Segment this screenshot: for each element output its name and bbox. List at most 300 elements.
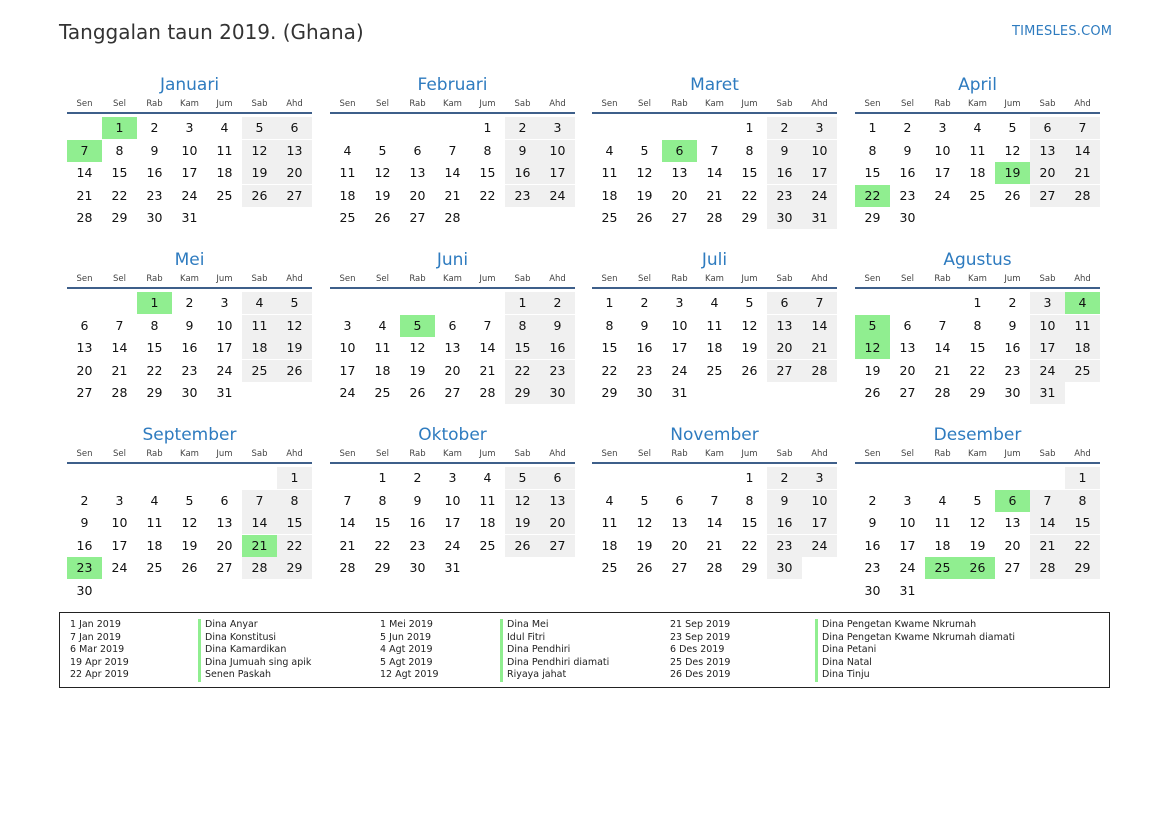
day-cell: 9 bbox=[1008, 317, 1017, 333]
day-cell: 26 bbox=[1004, 187, 1021, 203]
day-cell: 6 bbox=[662, 140, 697, 162]
day-cell: 17 bbox=[444, 515, 461, 530]
week-row bbox=[855, 382, 1100, 404]
day-cell: 4 bbox=[483, 470, 492, 485]
weekday-label: Sen bbox=[864, 274, 881, 284]
day-cell bbox=[102, 292, 137, 314]
page-title: Tanggalan taun 2019. (Ghana) bbox=[59, 20, 364, 44]
day-cell: 28 bbox=[1065, 185, 1100, 207]
weekday-label: Rab bbox=[671, 449, 688, 459]
day-cell: 21 bbox=[706, 187, 723, 203]
day-cell: 11 bbox=[706, 317, 723, 333]
day-cell: 5 bbox=[505, 467, 540, 489]
day-cell: 5 bbox=[185, 492, 194, 508]
day-cell: 4 bbox=[710, 295, 719, 310]
day-cell: 28 bbox=[76, 210, 93, 225]
legend-holiday-name: Dina Jumuah sing apik bbox=[198, 657, 311, 670]
week-row bbox=[592, 557, 837, 579]
day-cell: 25 bbox=[146, 560, 163, 575]
day-cell: 22 bbox=[601, 362, 618, 378]
weekday-label: Kam bbox=[705, 449, 724, 459]
month-oktober bbox=[330, 424, 575, 580]
weekday-label: Jum bbox=[741, 449, 758, 459]
day-cell: 17 bbox=[216, 340, 233, 355]
day-cell: 28 bbox=[111, 385, 128, 400]
day-cell: 8 bbox=[505, 315, 540, 337]
day-cell bbox=[365, 117, 400, 139]
day-cell: 26 bbox=[374, 210, 391, 225]
month-name: Oktober bbox=[418, 425, 487, 445]
day-cell: 13 bbox=[540, 490, 575, 512]
day-cell: 1 bbox=[505, 292, 540, 314]
day-cell: 27 bbox=[409, 210, 426, 225]
weekday-label: Rab bbox=[146, 449, 163, 459]
week-row bbox=[855, 162, 1100, 184]
weekday-label: Kam bbox=[705, 274, 724, 284]
day-cell: 17 bbox=[181, 165, 198, 180]
day-cell: 16 bbox=[409, 515, 426, 530]
day-cell: 27 bbox=[1030, 185, 1065, 207]
weekday-label: Sab bbox=[776, 99, 793, 109]
month-name: Maret bbox=[690, 75, 739, 95]
day-cell bbox=[277, 382, 312, 404]
day-cell: 3 bbox=[1030, 292, 1065, 314]
day-cell: 22 bbox=[741, 537, 758, 553]
day-cell bbox=[925, 467, 960, 489]
day-cell: 16 bbox=[181, 340, 198, 355]
day-cell: 29 bbox=[146, 385, 163, 400]
day-cell: 24 bbox=[181, 187, 198, 203]
weekday-label: Sen bbox=[864, 449, 881, 459]
day-cell bbox=[627, 117, 662, 139]
day-cell: 28 bbox=[339, 560, 356, 575]
day-cell: 28 bbox=[706, 210, 723, 225]
week-row bbox=[855, 512, 1100, 534]
day-cell bbox=[855, 467, 890, 489]
day-cell: 9 bbox=[868, 515, 877, 530]
day-cell: 21 bbox=[444, 187, 461, 203]
site-link[interactable]: TIMESLES.COM bbox=[1012, 24, 1113, 39]
month-mei bbox=[67, 249, 312, 405]
day-cell bbox=[697, 117, 732, 139]
day-cell: 14 bbox=[802, 315, 837, 337]
day-cell bbox=[400, 117, 435, 139]
day-cell: 20 bbox=[444, 362, 461, 378]
day-cell bbox=[1030, 467, 1065, 489]
day-cell: 11 bbox=[216, 142, 233, 158]
legend-date: 5 Jun 2019 bbox=[380, 631, 432, 643]
day-cell: 16 bbox=[1004, 340, 1021, 355]
weekday-label: Kam bbox=[968, 99, 987, 109]
day-cell: 4 bbox=[378, 317, 387, 333]
day-cell: 13 bbox=[76, 340, 93, 355]
day-cell: 13 bbox=[1004, 515, 1021, 530]
day-cell: 26 bbox=[636, 560, 653, 575]
week-row bbox=[855, 490, 1100, 512]
day-cell: 13 bbox=[216, 515, 233, 530]
day-cell: 12 bbox=[855, 337, 890, 359]
day-cell bbox=[662, 467, 697, 489]
day-cell: 5 bbox=[277, 292, 312, 314]
day-cell bbox=[995, 467, 1030, 489]
day-cell: 8 bbox=[605, 317, 614, 333]
day-cell: 25 bbox=[242, 360, 277, 382]
day-cell: 17 bbox=[934, 165, 951, 180]
day-cell: 31 bbox=[899, 582, 916, 598]
day-cell: 23 bbox=[1004, 362, 1021, 378]
weekday-label: Sen bbox=[76, 274, 93, 284]
weekday-header bbox=[855, 96, 1100, 114]
week-row bbox=[67, 535, 312, 557]
legend-holiday-name: Dina Pengetan Kwame Nkrumah diamati bbox=[815, 632, 1015, 645]
week-row bbox=[592, 292, 837, 314]
legend-holiday-name: Dina Pengetan Kwame Nkrumah bbox=[815, 619, 1015, 632]
day-cell: 23 bbox=[864, 560, 881, 575]
day-cell bbox=[1030, 580, 1065, 602]
day-cell: 2 bbox=[903, 120, 912, 135]
weekday-header bbox=[67, 446, 312, 464]
day-cell: 28 bbox=[706, 560, 723, 575]
legend-holiday-name: Idul Fitri bbox=[500, 632, 609, 645]
day-cell: 29 bbox=[374, 560, 391, 575]
day-cell: 23 bbox=[181, 362, 198, 378]
legend-date: 22 Apr 2019 bbox=[70, 669, 129, 680]
day-cell: 9 bbox=[413, 492, 422, 508]
day-cell: 27 bbox=[76, 385, 93, 400]
day-cell: 14 bbox=[706, 165, 723, 180]
day-cell: 22 bbox=[969, 362, 986, 378]
weekday-header bbox=[592, 446, 837, 464]
weekday-label: Ahd bbox=[1074, 274, 1091, 284]
day-cell: 19 bbox=[409, 362, 426, 378]
week-row bbox=[330, 512, 575, 534]
month-name: November bbox=[670, 425, 759, 445]
weekday-label: Sab bbox=[514, 449, 531, 459]
day-cell: 19 bbox=[374, 187, 391, 203]
weekday-label: Jum bbox=[479, 99, 496, 109]
day-cell: 11 bbox=[934, 515, 951, 530]
day-cell bbox=[435, 117, 470, 139]
day-cell: 13 bbox=[444, 340, 461, 355]
day-cell: 14 bbox=[934, 340, 951, 355]
day-cell: 27 bbox=[1004, 560, 1021, 575]
day-cell: 28 bbox=[242, 557, 277, 579]
weekday-label: Jum bbox=[741, 274, 758, 284]
day-cell: 7 bbox=[1065, 117, 1100, 139]
day-cell: 16 bbox=[76, 537, 93, 553]
weekday-label: Kam bbox=[968, 274, 987, 284]
month-april bbox=[855, 74, 1100, 230]
day-cell: 9 bbox=[640, 317, 649, 333]
day-cell bbox=[592, 467, 627, 489]
day-cell bbox=[365, 292, 400, 314]
weekday-label: Kam bbox=[443, 274, 462, 284]
day-cell: 1 bbox=[102, 117, 137, 139]
week-row bbox=[855, 117, 1100, 139]
month-name: Mei bbox=[174, 250, 205, 270]
weekday-header bbox=[592, 271, 837, 289]
weekday-label: Ahd bbox=[811, 99, 828, 109]
day-cell: 18 bbox=[601, 537, 618, 553]
day-cell: 29 bbox=[505, 382, 540, 404]
day-cell bbox=[505, 207, 540, 229]
day-cell: 3 bbox=[115, 492, 124, 508]
day-cell: 10 bbox=[899, 515, 916, 530]
day-cell bbox=[505, 557, 540, 579]
week-row bbox=[67, 512, 312, 534]
day-cell: 25 bbox=[374, 385, 391, 400]
day-cell: 4 bbox=[938, 492, 947, 508]
weekday-header bbox=[330, 271, 575, 289]
day-cell: 21 bbox=[1030, 535, 1065, 557]
weekday-label: Jum bbox=[479, 274, 496, 284]
day-cell: 27 bbox=[540, 535, 575, 557]
day-cell: 10 bbox=[802, 490, 837, 512]
day-cell: 18 bbox=[216, 165, 233, 180]
month-januari bbox=[67, 74, 312, 230]
day-cell: 11 bbox=[146, 515, 163, 530]
legend-holiday-name: Riyaya jahat bbox=[500, 669, 609, 682]
day-cell: 24 bbox=[540, 185, 575, 207]
day-cell bbox=[242, 467, 277, 489]
month-name: Januari bbox=[159, 75, 220, 95]
day-cell: 2 bbox=[540, 292, 575, 314]
day-cell: 5 bbox=[378, 142, 387, 158]
day-cell: 1 bbox=[605, 295, 614, 310]
day-cell: 9 bbox=[903, 142, 912, 158]
day-cell: 6 bbox=[903, 317, 912, 333]
day-cell: 2 bbox=[80, 492, 89, 508]
day-cell: 18 bbox=[479, 515, 496, 530]
day-cell: 1 bbox=[277, 467, 312, 489]
day-cell: 24 bbox=[802, 185, 837, 207]
day-cell: 17 bbox=[899, 537, 916, 553]
day-cell: 7 bbox=[448, 142, 457, 158]
day-cell bbox=[1065, 207, 1100, 229]
day-cell: 10 bbox=[540, 140, 575, 162]
day-cell bbox=[242, 207, 277, 229]
weekday-header bbox=[67, 271, 312, 289]
day-cell: 19 bbox=[995, 162, 1030, 184]
weekday-label: Jum bbox=[1004, 99, 1021, 109]
week-row bbox=[855, 535, 1100, 557]
day-cell bbox=[960, 580, 995, 602]
day-cell: 29 bbox=[601, 385, 618, 400]
day-cell: 22 bbox=[741, 187, 758, 203]
week-row bbox=[855, 557, 1100, 579]
day-cell: 26 bbox=[181, 560, 198, 575]
day-cell: 1 bbox=[1065, 467, 1100, 489]
day-cell: 13 bbox=[899, 340, 916, 355]
day-cell: 6 bbox=[1030, 117, 1065, 139]
day-cell: 30 bbox=[636, 385, 653, 400]
day-cell: 20 bbox=[1030, 162, 1065, 184]
day-cell: 4 bbox=[220, 120, 229, 135]
month-name: Agustus bbox=[943, 250, 1012, 270]
weekday-label: Sab bbox=[776, 449, 793, 459]
weekday-header bbox=[855, 271, 1100, 289]
day-cell: 18 bbox=[934, 537, 951, 553]
day-cell: 15 bbox=[969, 340, 986, 355]
day-cell: 16 bbox=[540, 337, 575, 359]
day-cell: 4 bbox=[605, 142, 614, 158]
month-name: Desember bbox=[933, 425, 1022, 445]
week-row bbox=[330, 207, 575, 229]
day-cell: 2 bbox=[505, 117, 540, 139]
week-row bbox=[855, 185, 1100, 207]
week-row bbox=[67, 292, 312, 314]
day-cell bbox=[330, 467, 365, 489]
day-cell: 26 bbox=[505, 535, 540, 557]
week-row bbox=[330, 185, 575, 207]
month-juni bbox=[330, 249, 575, 405]
month-name: Juni bbox=[436, 250, 469, 270]
day-cell bbox=[627, 467, 662, 489]
day-cell: 6 bbox=[277, 117, 312, 139]
day-cell bbox=[207, 207, 242, 229]
day-cell: 2 bbox=[1008, 295, 1017, 310]
day-cell: 4 bbox=[150, 492, 159, 508]
day-cell: 16 bbox=[899, 165, 916, 180]
day-cell: 15 bbox=[741, 165, 758, 180]
weekday-label: Sen bbox=[601, 99, 618, 109]
day-cell: 21 bbox=[1065, 162, 1100, 184]
day-cell: 20 bbox=[671, 187, 688, 203]
day-cell: 3 bbox=[220, 295, 229, 310]
day-cell: 22 bbox=[374, 537, 391, 553]
day-cell bbox=[207, 580, 242, 602]
day-cell: 25 bbox=[601, 560, 618, 575]
day-cell: 1 bbox=[973, 295, 982, 310]
day-cell bbox=[470, 557, 505, 579]
legend-date: 7 Jan 2019 bbox=[70, 631, 121, 643]
day-cell: 29 bbox=[864, 210, 881, 225]
weekday-label: Sab bbox=[1039, 99, 1056, 109]
day-cell: 18 bbox=[339, 187, 356, 203]
day-cell: 27 bbox=[671, 210, 688, 225]
weekday-label: Kam bbox=[443, 99, 462, 109]
day-cell: 11 bbox=[242, 315, 277, 337]
day-cell: 19 bbox=[181, 537, 198, 553]
day-cell: 21 bbox=[802, 337, 837, 359]
day-cell: 22 bbox=[855, 185, 890, 207]
day-cell: 29 bbox=[741, 560, 758, 575]
day-cell: 1 bbox=[137, 292, 172, 314]
day-cell: 27 bbox=[671, 560, 688, 575]
day-cell: 18 bbox=[1065, 337, 1100, 359]
week-row bbox=[67, 360, 312, 382]
day-cell bbox=[662, 117, 697, 139]
day-cell: 1 bbox=[745, 120, 754, 135]
day-cell: 27 bbox=[216, 560, 233, 575]
day-cell: 8 bbox=[277, 490, 312, 512]
day-cell: 14 bbox=[111, 340, 128, 355]
week-row bbox=[855, 467, 1100, 489]
day-cell: 28 bbox=[1030, 557, 1065, 579]
day-cell: 18 bbox=[374, 362, 391, 378]
day-cell: 9 bbox=[80, 515, 89, 530]
day-cell: 3 bbox=[802, 467, 837, 489]
day-cell bbox=[330, 117, 365, 139]
day-cell: 14 bbox=[339, 515, 356, 530]
day-cell: 23 bbox=[767, 185, 802, 207]
legend-date: 19 Apr 2019 bbox=[70, 656, 129, 668]
day-cell: 18 bbox=[969, 165, 986, 180]
week-row bbox=[67, 580, 312, 602]
weekday-label: Sab bbox=[776, 274, 793, 284]
weekday-label: Sen bbox=[864, 99, 881, 109]
weekday-label: Kam bbox=[180, 449, 199, 459]
day-cell: 17 bbox=[671, 340, 688, 355]
weekday-header bbox=[330, 446, 575, 464]
day-cell bbox=[802, 557, 837, 579]
day-cell bbox=[1030, 207, 1065, 229]
day-cell: 30 bbox=[1004, 385, 1021, 400]
day-cell: 25 bbox=[969, 187, 986, 203]
weekday-label: Sen bbox=[76, 99, 93, 109]
day-cell: 12 bbox=[636, 515, 653, 530]
day-cell: 9 bbox=[150, 142, 159, 158]
day-cell: 23 bbox=[899, 187, 916, 203]
weekday-header bbox=[330, 96, 575, 114]
day-cell: 1 bbox=[868, 120, 877, 135]
day-cell: 20 bbox=[671, 537, 688, 553]
day-cell bbox=[435, 292, 470, 314]
day-cell bbox=[890, 467, 925, 489]
week-row bbox=[67, 467, 312, 489]
day-cell: 3 bbox=[448, 470, 457, 485]
day-cell: 29 bbox=[1065, 557, 1100, 579]
day-cell: 12 bbox=[636, 165, 653, 180]
day-cell: 1 bbox=[378, 470, 387, 485]
day-cell: 9 bbox=[767, 140, 802, 162]
day-cell: 6 bbox=[767, 292, 802, 314]
day-cell: 11 bbox=[969, 142, 986, 158]
day-cell: 20 bbox=[899, 362, 916, 378]
day-cell bbox=[697, 467, 732, 489]
day-cell: 5 bbox=[855, 315, 890, 337]
day-cell: 5 bbox=[640, 142, 649, 158]
day-cell: 7 bbox=[483, 317, 492, 333]
weekday-label: Ahd bbox=[811, 274, 828, 284]
day-cell: 31 bbox=[671, 385, 688, 400]
weekday-label: Sen bbox=[601, 274, 618, 284]
day-cell bbox=[67, 292, 102, 314]
day-cell: 8 bbox=[745, 142, 754, 158]
day-cell: 21 bbox=[706, 537, 723, 553]
weekday-label: Rab bbox=[934, 449, 951, 459]
day-cell: 23 bbox=[540, 360, 575, 382]
day-cell: 7 bbox=[710, 492, 719, 508]
weekday-label: Sel bbox=[638, 449, 651, 459]
weekday-label: Rab bbox=[409, 274, 426, 284]
day-cell: 3 bbox=[903, 492, 912, 508]
day-cell: 27 bbox=[899, 385, 916, 400]
week-row bbox=[67, 382, 312, 404]
day-cell: 20 bbox=[1004, 537, 1021, 553]
day-cell: 7 bbox=[115, 317, 124, 333]
day-cell: 22 bbox=[277, 535, 312, 557]
day-cell bbox=[925, 207, 960, 229]
day-cell: 9 bbox=[540, 315, 575, 337]
day-cell: 1 bbox=[745, 470, 754, 485]
day-cell: 3 bbox=[938, 120, 947, 135]
day-cell: 5 bbox=[745, 295, 754, 310]
day-cell: 16 bbox=[767, 512, 802, 534]
day-cell bbox=[172, 580, 207, 602]
day-cell: 7 bbox=[802, 292, 837, 314]
week-row bbox=[330, 467, 575, 489]
